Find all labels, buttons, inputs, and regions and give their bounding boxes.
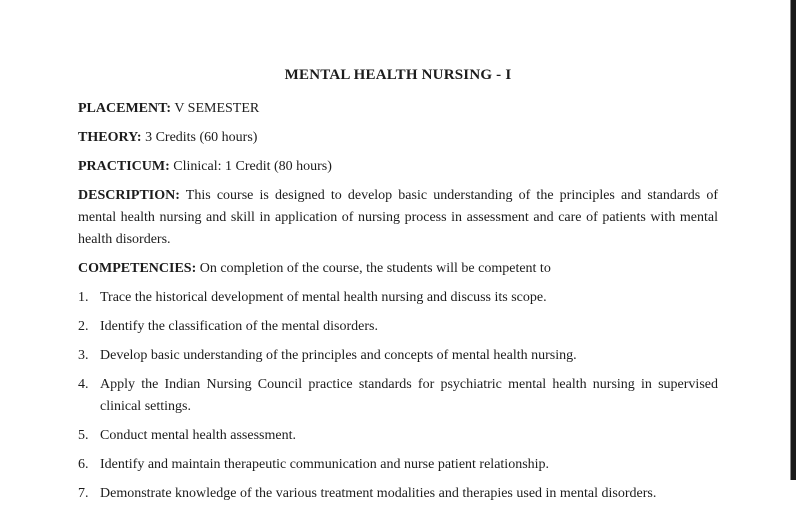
theory-line: [78, 127, 718, 149]
objective-item-6: [78, 454, 718, 476]
placement-label: PLACEMENT:: [78, 101, 172, 116]
objective-text: Develop basic understanding of the principles and concepts of mental health nursing.: [100, 348, 577, 363]
description-label: DESCRIPTION:: [78, 188, 180, 203]
objective-item-5: [78, 425, 718, 447]
practicum-value: Clinical: 1 Credit (80 hours): [173, 159, 332, 174]
objective-text: Identify the classification of the mental disorders.: [100, 319, 378, 334]
placement-value: V SEMESTER: [174, 101, 260, 116]
objective-number: 4.: [78, 377, 89, 392]
objective-item-3: [78, 345, 718, 367]
objective-number: 1.: [78, 290, 89, 305]
practicum-line: [78, 156, 718, 178]
objective-text: Apply the Indian Nursing Council practice standards for psychiatric mental health nursing in supervised clinical settings.: [100, 377, 718, 414]
document-content: [78, 64, 718, 512]
right-edge-strip: [790, 0, 796, 480]
page-title: MENTAL HEALTH NURSING - I: [284, 67, 512, 83]
objective-text: Trace the historical development of mental health nursing and discuss its scope.: [100, 290, 547, 305]
theory-label: THEORY:: [78, 130, 142, 145]
practicum-label: PRACTICUM:: [78, 159, 170, 174]
objective-item-1: [78, 287, 718, 309]
objective-text: Identify and maintain therapeutic communication and nurse patient relationship.: [100, 457, 550, 472]
competencies-paragraph: [78, 258, 718, 280]
objective-number: 2.: [78, 319, 89, 334]
objective-number: 3.: [78, 348, 89, 363]
objective-item-2: [78, 316, 718, 338]
competencies-text: On completion of the course, the students will be competent to: [199, 261, 551, 276]
objective-item-4: [78, 374, 718, 418]
competencies-label: COMPETENCIES:: [78, 261, 197, 276]
objective-number: 6.: [78, 457, 89, 472]
objective-text: Demonstrate knowledge of the various treatment modalities and therapies used in mental disorders.: [100, 486, 657, 501]
objective-item-7: [78, 483, 718, 505]
objective-number: 7.: [78, 486, 89, 501]
theory-value: 3 Credits (60 hours): [145, 130, 258, 145]
objective-text: Conduct mental health assessment.: [100, 428, 296, 443]
description-text: This course is designed to develop basic understanding of the principles and standards of mental health nursing and skill in application of nursing process in assessment and care of patients with mental health disorders.: [78, 188, 719, 247]
description-paragraph: [78, 185, 718, 251]
objectives-list: [78, 287, 718, 505]
objective-number: 5.: [78, 428, 89, 443]
placement-line: [78, 98, 718, 120]
